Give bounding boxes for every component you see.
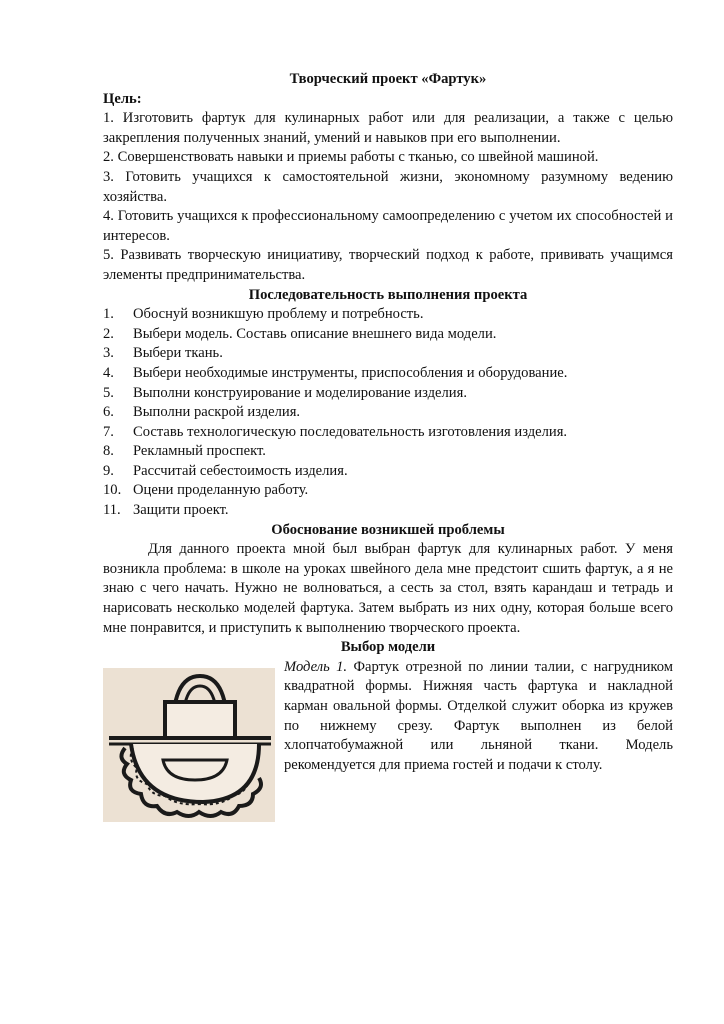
- goal-item: 5. Развивать творческую инициативу, творческий подход к работе, прививать учащимся элементы предпринимательства.: [103, 247, 673, 283]
- step-text: Выбери необходимые инструменты, приспособления и оборудование.: [133, 364, 568, 381]
- problem-paragraph: Для данного проекта мной был выбран фартук для кулинарных работ. У меня возникла проблема: в школе на уроках швейного дела мне предстоит сшить фартук, а я не знаю с чего начать. Нужно не волноваться, а сесть за стол, взять карандаш и тетрадь и нарисовать несколько моделей фартука. Затем выбрать из них одну, которая больше всего мне понравится, и приступить к выполнению творческого проекта.: [103, 541, 673, 636]
- step-number: 3.: [103, 345, 114, 362]
- model-section: [103, 658, 673, 828]
- problem-heading: Обоснование возникшей проблемы: [271, 521, 505, 538]
- goal-item: 4. Готовить учащихся к профессиональному самоопределению с учетом их способностей и интересов.: [103, 208, 673, 244]
- step-text: Выбери модель. Составь описание внешнего вида модели.: [133, 325, 497, 342]
- step-text: Защити проект.: [133, 502, 229, 519]
- goal-item: 3. Готовить учащихся к самостоятельной жизни, экономному разумному ведению хозяйства.: [103, 168, 673, 205]
- step-number: 1.: [103, 306, 114, 323]
- list-item: [103, 501, 673, 521]
- apron-sketch-image: [103, 668, 275, 822]
- goal-item: 1. Изготовить фартук для кулинарных работ или для реализации, а также с целью закрепления полученных знаний, умений и навыков при его выполнении.: [103, 110, 673, 146]
- step-number: 5.: [103, 384, 114, 401]
- list-item: [103, 364, 673, 384]
- step-text: Обоснуй возникшую проблему и потребность.: [133, 306, 424, 323]
- step-number: 9.: [103, 462, 114, 479]
- step-text: Оцени проделанную работу.: [133, 482, 309, 499]
- list-item: [103, 325, 673, 345]
- model-description: [284, 658, 673, 776]
- step-text: Рассчитай себестоимость изделия.: [133, 462, 348, 479]
- document-content: [103, 68, 673, 828]
- goal-label: Цель:: [103, 90, 142, 107]
- list-item: [103, 423, 673, 443]
- sequence-list: [103, 305, 673, 521]
- model-description-text: Фартук отрезной по линии талии, с нагрудником квадратной формы. Нижняя часть фартука и накладной карман овальной формы. Отделкой служит оборка из кружев по нижнему срезу. Фартук выполнен из белой хлопчатобумажной или льняной ткани. Модель рекомендуется для приема гостей и подачи к столу.: [284, 658, 673, 773]
- step-text: Составь технологическую последовательность изготовления изделия.: [133, 423, 568, 440]
- step-number: 8.: [103, 443, 114, 460]
- step-number: 4.: [103, 364, 114, 381]
- apron-drawing-icon: [103, 668, 275, 822]
- step-text: Выполни раскрой изделия.: [133, 404, 301, 421]
- step-number: 10.: [103, 482, 122, 499]
- list-item: [103, 305, 673, 325]
- step-number: 11.: [103, 502, 121, 519]
- list-item: [103, 462, 673, 482]
- list-item: [103, 384, 673, 404]
- list-item: [103, 403, 673, 423]
- list-item: [103, 344, 673, 364]
- model-label: Модель 1.: [284, 658, 348, 675]
- step-text: Рекламный проспект.: [133, 443, 266, 460]
- list-item: [103, 481, 673, 501]
- model-heading: Выбор модели: [340, 639, 436, 656]
- step-number: 7.: [103, 423, 114, 440]
- goal-item: 2. Совершенствовать навыки и приемы работы с тканью, со швейной машиной.: [103, 149, 599, 166]
- step-number: 2.: [103, 325, 114, 342]
- document-title: Творческий проект «Фартук»: [289, 71, 487, 87]
- step-text: Выбери ткань.: [133, 345, 223, 362]
- sequence-heading: Последовательность выполнения проекта: [248, 286, 528, 303]
- step-text: Выполни конструирование и моделирование изделия.: [133, 384, 467, 401]
- step-number: 6.: [103, 404, 114, 421]
- list-item: [103, 442, 673, 462]
